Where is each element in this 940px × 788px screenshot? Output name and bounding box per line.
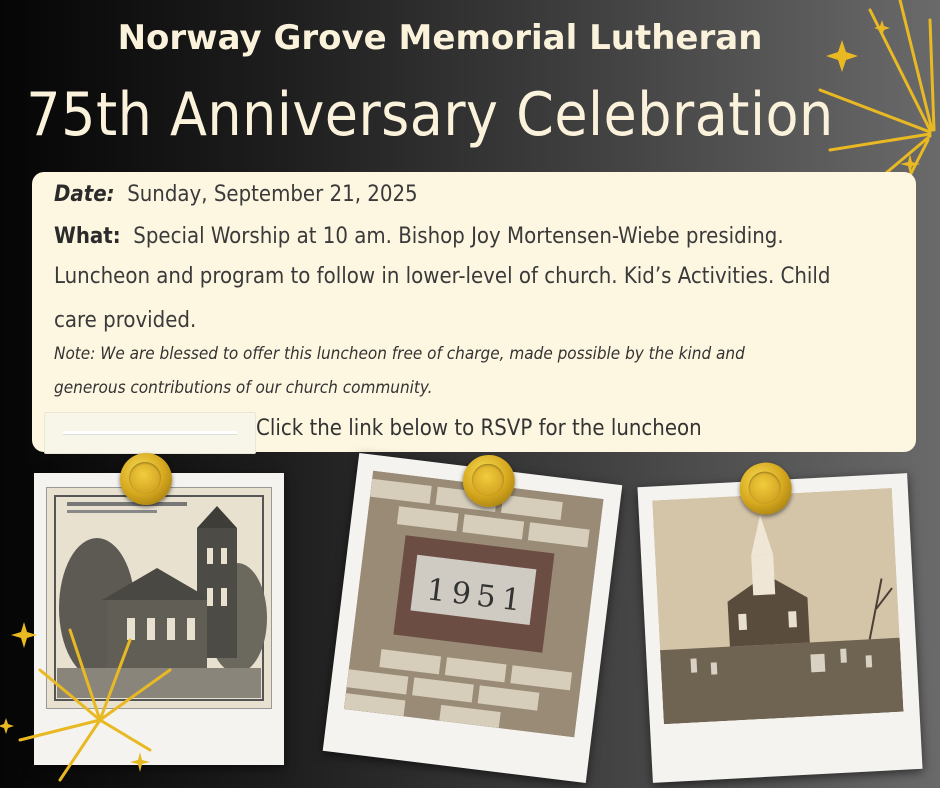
photo-frame-old-church bbox=[637, 473, 922, 783]
note-line-2: generous contributions of our church community. bbox=[54, 378, 433, 398]
what-text-3: care provided. bbox=[54, 308, 197, 333]
what-label: What: bbox=[54, 224, 121, 249]
event-title: 75th Anniversary Celebration bbox=[26, 80, 834, 150]
old-church-icon bbox=[652, 488, 903, 724]
rsvp-link-bar bbox=[63, 431, 237, 434]
rsvp-instruction: Click the link below to RSVP for the luncheon bbox=[256, 416, 702, 441]
date-label: Date: bbox=[54, 182, 115, 207]
what-text-2: Luncheon and program to follow in lower-level of church. Kid’s Activities. Child bbox=[54, 264, 831, 289]
rsvp-link-button[interactable] bbox=[44, 412, 256, 454]
cornerstone-year: 1951 bbox=[424, 572, 529, 620]
gold-pin-icon bbox=[120, 453, 172, 505]
info-card bbox=[32, 172, 916, 452]
old-church-photo bbox=[652, 488, 903, 724]
what-text-1: Special Worship at 10 am. Bishop Joy Mortensen-Wiebe presiding. bbox=[133, 224, 784, 249]
date-value: Sunday, September 21, 2025 bbox=[127, 182, 418, 207]
date-line bbox=[54, 182, 418, 207]
photo-frame-cornerstone bbox=[323, 453, 623, 783]
church-name: Norway Grove Memorial Lutheran bbox=[117, 18, 763, 58]
firework-sparkle-icon bbox=[0, 610, 200, 788]
what-line bbox=[54, 224, 784, 249]
note-line-1: Note: We are blessed to offer this luncheon free of charge, made possible by the kind and bbox=[54, 344, 745, 364]
